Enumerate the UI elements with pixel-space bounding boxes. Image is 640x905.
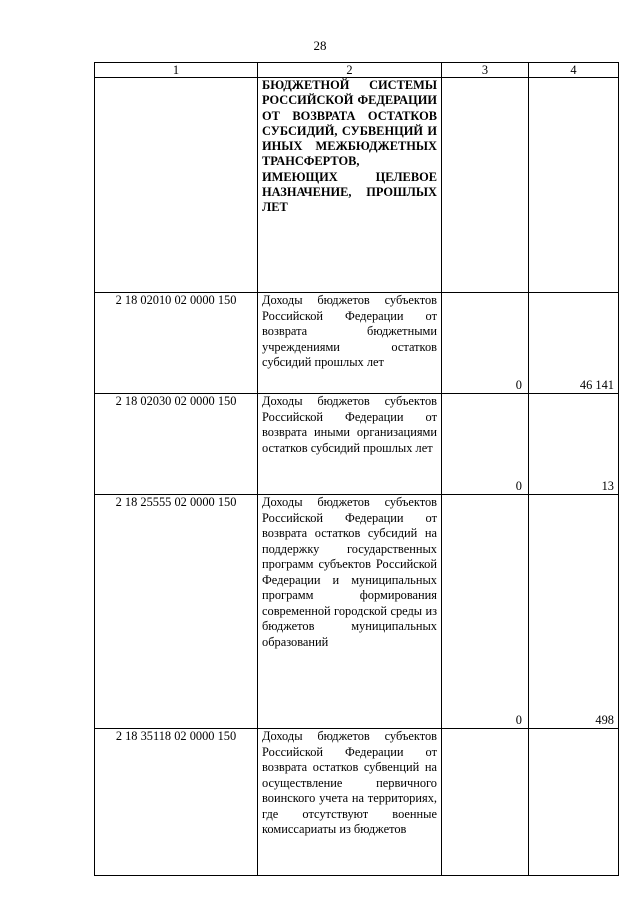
row-code: 2 18 25555 02 0000 150: [95, 495, 258, 729]
row-value-4: 498: [529, 495, 619, 729]
row-code: 2 18 02030 02 0000 150: [95, 394, 258, 495]
row-value-4: [529, 729, 619, 876]
budget-revenue-table: [94, 62, 619, 876]
row-value-4: [529, 78, 619, 293]
row-value-3: 0: [442, 394, 529, 495]
page-number: 28: [313, 38, 327, 53]
table-row: [95, 495, 619, 729]
column-header-code: 1: [95, 63, 258, 78]
row-value-4: 13: [529, 394, 619, 495]
row-value-3: [442, 78, 529, 293]
row-name: Доходы бюджетов субъектов Российской Федерации от возврата остатков субвенций на осуществление первичного воинского учета на территориях, где отсутствуют военные комиссариаты из бюджетов: [258, 729, 442, 876]
row-value-3: 0: [442, 495, 529, 729]
row-name: Доходы бюджетов субъектов Российской Федерации от возврата иными организациями остатков субсидий прошлых лет: [258, 394, 442, 495]
table-row: [95, 394, 619, 495]
row-name: Доходы бюджетов субъектов Российской Федерации от возврата остатков субсидий на поддержку государственных программ субъектов Российской Федерации и муниципальных программ формирования современной городской среды из бюджетов муниципальных образований: [258, 495, 442, 729]
table-row: [95, 293, 619, 394]
table-row: [95, 78, 619, 293]
row-code: 2 18 02010 02 0000 150: [95, 293, 258, 394]
column-header-value-4: 4: [529, 63, 619, 78]
table-header-row: [95, 63, 619, 78]
row-code: [95, 78, 258, 293]
column-header-name: 2: [258, 63, 442, 78]
row-value-3: 0: [442, 293, 529, 394]
row-name: БЮДЖЕТНОЙ СИСТЕМЫ РОССИЙСКОЙ ФЕДЕРАЦИИ ОТ ВОЗВРАТА ОСТАТКОВ СУБСИДИЙ, СУБВЕНЦИЙ И ИНЫХ МЕЖБЮДЖЕТНЫХ ТРАНСФЕРТОВ, ИМЕЮЩИХ ЦЕЛЕВОЕ НАЗНАЧЕНИЕ, ПРОШЛЫХ ЛЕТ: [258, 78, 442, 293]
table-row: [95, 729, 619, 876]
row-value-4: 46 141: [529, 293, 619, 394]
row-name: Доходы бюджетов субъектов Российской Федерации от возврата бюджетными учреждениями остатков субсидий прошлых лет: [258, 293, 442, 394]
row-code: 2 18 35118 02 0000 150: [95, 729, 258, 876]
column-header-value-3: 3: [442, 63, 529, 78]
row-value-3: [442, 729, 529, 876]
